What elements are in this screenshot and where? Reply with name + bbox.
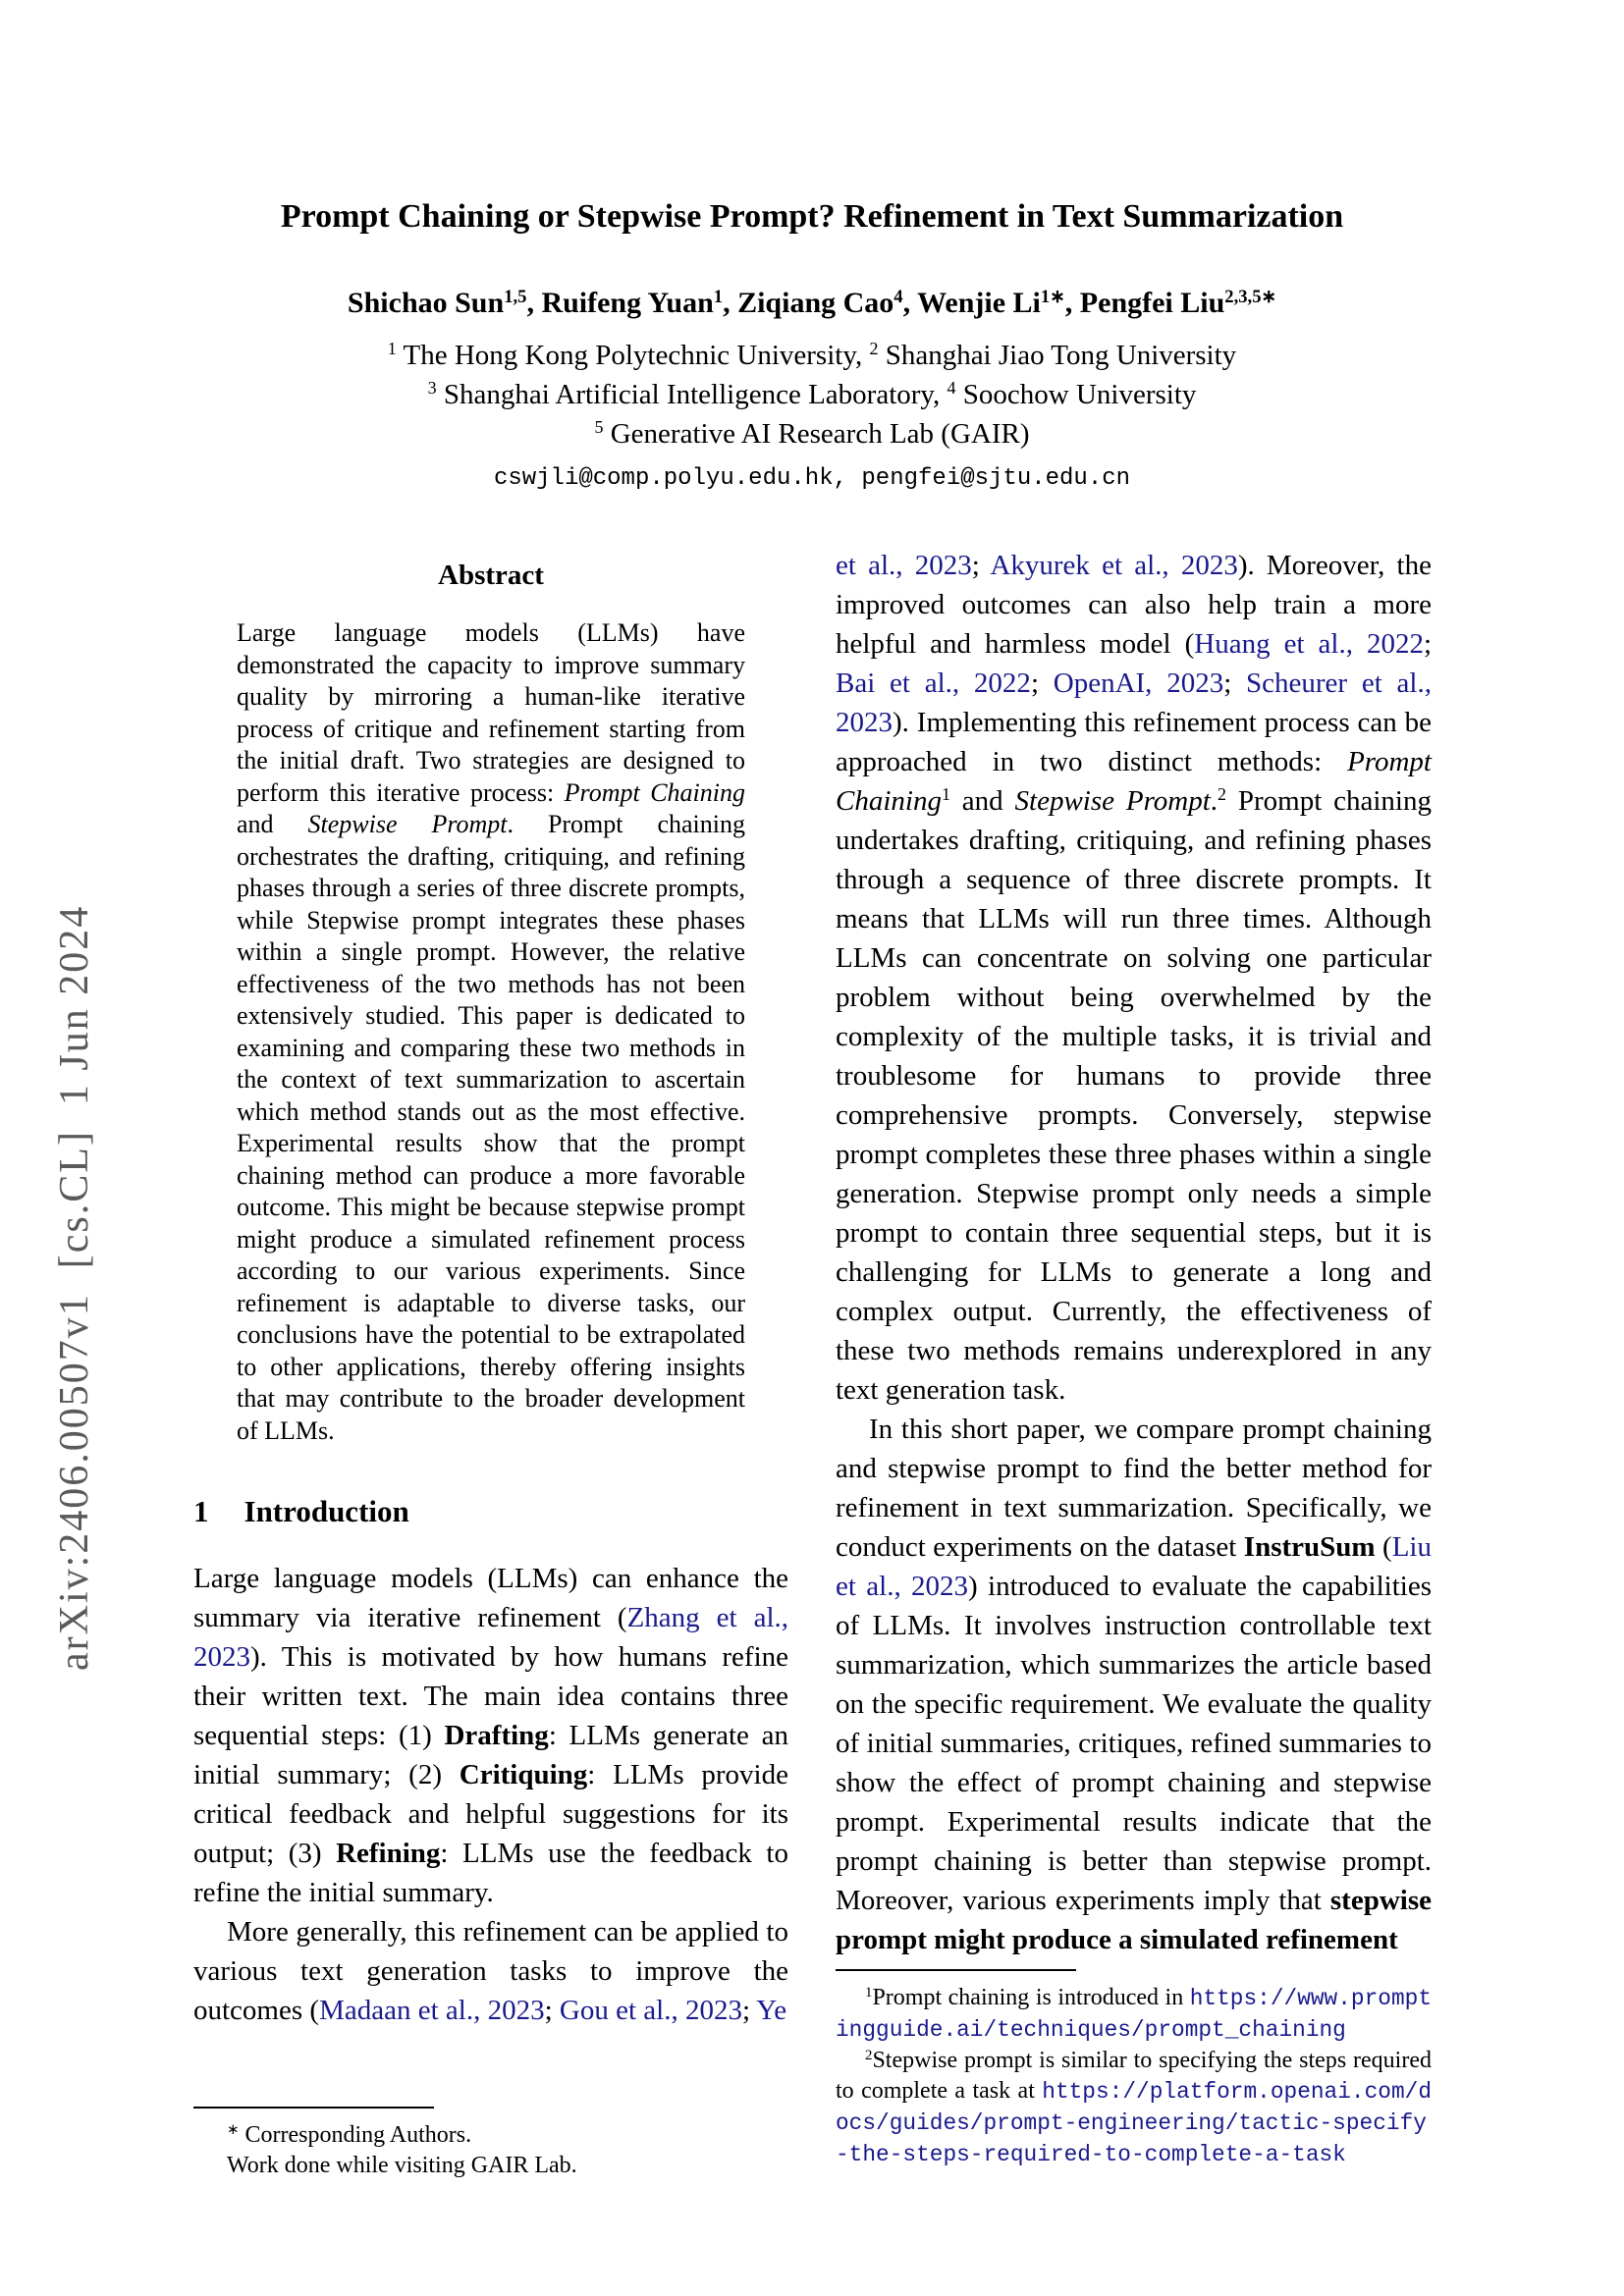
bold-text: Refining: [336, 1838, 441, 1869]
text-segment: ,: [526, 287, 542, 319]
superscript: 2: [1218, 784, 1227, 805]
text-segment: . Prompt chaining orchestrates the drafting, critiquing, and refining phases through a series of three discrete prompts, while Stepwise prompt integrates these phases within a single prompt. However, the relative effectiveness of the two methods has not been extensively studied. This paper is dedicated to examining and comparing these two methods in the context of text summarization to ascertain which method stands out as the most effective. Experimental results show that the prompt chaining method can produce a more favorable outcome. This might be because stepwise prompt might produce a simulated refinement process according to our various experiments. Since refinement is adaptable to diverse tasks, our conclusions have the potential to be extrapolated to other applications, thereby offering insights that may contribute to the broader development of LLMs.: [237, 810, 745, 1445]
superscript: 2,3,5∗: [1224, 286, 1277, 307]
footnote-2-stepwise-prompt: [836, 2046, 1432, 2170]
section-number: 1: [193, 1494, 209, 1528]
text-segment: The Hong Kong Polytechnic University,: [396, 340, 870, 371]
text-segment: Ruifeng Yuan: [541, 287, 714, 319]
text-segment: and: [949, 785, 1015, 817]
right-column: [836, 546, 1432, 1959]
text-segment: ;: [1423, 628, 1433, 660]
text-segment: ;: [1030, 667, 1054, 699]
affiliation-line-1: [193, 336, 1431, 375]
text-segment: Soochow University: [955, 379, 1197, 410]
footnote-gair-note: [193, 2151, 788, 2181]
citation-link[interactable]: Bai et al., 2022: [836, 667, 1031, 699]
affiliation-line-2: [193, 375, 1431, 414]
text-segment: : LLMs generate an initial summary; (2): [193, 1720, 788, 1790]
citation-link[interactable]: Akyurek et al., 2023: [990, 550, 1238, 581]
text-segment: ,: [723, 287, 738, 319]
text-segment: and: [237, 810, 308, 838]
footnote-rule: [836, 1969, 1076, 1971]
url-link[interactable]: https://www.promptingguide.ai/techniques/prompt_chaining: [836, 1986, 1432, 2043]
superscript: 1: [865, 1984, 873, 2001]
text-segment: ). Moreover, the improved outcomes can also help train a more helpful and harmless model (: [836, 550, 1432, 660]
text-segment: (: [1375, 1531, 1392, 1563]
text-segment: ). Implementing this refinement process can be approached in two distinct methods:: [836, 707, 1432, 777]
bold-text: Drafting: [444, 1720, 549, 1751]
superscript: 4: [893, 286, 903, 307]
text-segment: Stepwise prompt is similar to specifying the steps required to complete a task at: [836, 2048, 1432, 2104]
citation-link[interactable]: Madaan et al., 2023: [319, 1995, 545, 2026]
paper-title: Prompt Chaining or Stepwise Prompt? Refinement in Text Summarization: [280, 198, 1344, 235]
citation-link[interactable]: Gou et al., 2023: [559, 1995, 742, 2026]
text-segment: ,: [902, 287, 918, 319]
left-footnote-block: [193, 2107, 788, 2181]
right-paragraph-1: [836, 546, 1432, 1410]
affiliation-line-3: [193, 414, 1431, 454]
text-segment: More generally, this refinement can be applied to various text generation tasks to improve the outcomes (: [193, 1916, 788, 2026]
arxiv-watermark: arXiv:2406.00507v1 [cs.CL] 1 Jun 2024: [52, 904, 97, 1671]
superscript: 4: [947, 378, 956, 399]
text-segment: ;: [544, 1995, 560, 2026]
paper-header: [193, 198, 1431, 492]
abstract-section: [193, 560, 788, 1447]
right-footnote-block: [836, 1969, 1432, 2170]
text-segment: In this short paper, we compare prompt chaining and stepwise prompt to find the better method for refinement in text summarization. Specifically, we conduct experiments on the dataset: [836, 1414, 1432, 1563]
italic-text: Prompt Chaining: [836, 746, 1432, 817]
intro-paragraph-1: [193, 1559, 788, 1912]
section-title: Introduction: [244, 1494, 409, 1528]
text-segment: Shichao Sun: [347, 287, 505, 319]
superscript: 3: [427, 378, 437, 399]
text-segment: Shanghai Jiao Tong University: [878, 340, 1237, 371]
text-segment: ). This is motivated by how humans refine their written text. The main idea contains three sequential steps: (1): [193, 1641, 788, 1751]
superscript: 1: [941, 784, 950, 805]
abstract-heading: Abstract: [438, 560, 544, 591]
citation-link[interactable]: OpenAI, 2023: [1053, 667, 1224, 699]
superscript: 1: [387, 339, 397, 359]
url-link[interactable]: https://platform.openai.com/docs/guides/prompt-engineering/tactic-specify-the-steps-required-to-complete-a-task: [836, 2079, 1432, 2167]
superscript: 1: [713, 286, 724, 307]
text-segment: Pengfei Liu: [1079, 287, 1225, 319]
footnote-1-prompt-chaining: [836, 1983, 1432, 2046]
superscript: 5: [594, 417, 604, 438]
text-segment: ;: [971, 550, 991, 581]
italic-text: Prompt Chaining: [564, 777, 745, 807]
text-segment: Shanghai Artificial Intelligence Laboratory,: [436, 379, 947, 410]
citation-link[interactable]: Huang et al., 2022: [1194, 628, 1424, 660]
citation-link[interactable]: Scheurer et al., 2023: [836, 667, 1432, 738]
text-segment: Prompt chaining undertakes drafting, critiquing, and refining phases through a sequence of three discrete prompts. It means that LLMs will run three times. Although LLMs can concentrate on solving one particular problem without being overwhelmed by the complexity of the multiple tasks, it is trivial and troublesome for humans to provide three comprehensive prompts. Conversely, stepwise prompt completes these three phases within a single generation. Stepwise prompt only needs a simple prompt to contain three sequential steps, but it is challenging for LLMs to generate a long and complex output. Currently, the effectiveness of these two methods remains underexplored in any text generation task.: [836, 785, 1432, 1406]
right-paragraph-2: [836, 1410, 1432, 1959]
text-segment: Corresponding Authors.: [239, 2122, 472, 2148]
section-heading-introduction: [193, 1494, 788, 1529]
text-segment: : LLMs provide critical feedback and helpful suggestions for its output; (3): [193, 1759, 788, 1869]
text-segment: Large language models (LLMs) have demonstrated the capacity to improve summary quality by mirroring a human-like iterative process of critique and refinement starting from the initial draft. Two strategies are designed to perform this iterative process:: [237, 618, 745, 807]
superscript: 1∗: [1040, 286, 1065, 307]
text-segment: ;: [741, 1995, 757, 2026]
citation-link[interactable]: Liu et al., 2023: [836, 1531, 1432, 1602]
superscript: 1,5: [504, 286, 527, 307]
bold-text: InstruSum: [1243, 1531, 1376, 1563]
footnote-rule: [193, 2107, 434, 2109]
email-line: [193, 465, 1431, 492]
text-segment: Wenjie Li: [917, 287, 1041, 319]
italic-text: Stepwise Prompt: [307, 810, 508, 838]
text-segment: ) introduced to evaluate the capabilities of LLMs. It involves instruction controllable text summarization, which summarizes the article based on the specific requirement. We evaluate the quality of initial summaries, critiques, refined summaries to show the effect of prompt chaining and stepwise prompt. Experimental results indicate that the prompt chaining is better than stepwise prompt. Moreover, various experiments imply that: [836, 1571, 1432, 1916]
text-segment: Prompt chaining is introduced in: [872, 1985, 1190, 2010]
citation-link[interactable]: Zhang et al., 2023: [193, 1602, 788, 1673]
citation-link[interactable]: Ye: [756, 1995, 787, 2026]
italic-text: Stepwise Prompt: [1014, 785, 1211, 817]
intro-paragraph-2: [193, 1912, 788, 2030]
text-segment: ;: [1223, 667, 1247, 699]
footnote-corresponding-authors: [193, 2120, 788, 2151]
bold-text: Critiquing: [459, 1759, 588, 1790]
text-segment: : LLMs use the feedback to refine the initial summary.: [193, 1838, 788, 1908]
superscript: 2: [865, 2047, 873, 2063]
bold-text: stepwise prompt might produce a simulated refinement: [836, 1885, 1432, 1955]
mono-text: cswjli@comp.polyu.edu.hk, pengfei@sjtu.edu.cn: [493, 465, 1131, 492]
text-segment: Generative AI Research Lab (GAIR): [603, 418, 1030, 450]
text-segment: Work done while visiting GAIR Lab.: [227, 2153, 577, 2178]
superscript: 2: [869, 339, 879, 359]
author-line: [193, 287, 1431, 320]
text-segment: .: [1210, 785, 1218, 817]
abstract-body: [237, 617, 745, 1447]
text-segment: Ziqiang Cao: [737, 287, 894, 319]
text-segment: Large language models (LLMs) can enhance the summary via iterative refinement (: [193, 1563, 788, 1633]
superscript: ∗: [227, 2121, 240, 2138]
left-column: [193, 546, 788, 2030]
citation-link[interactable]: et al., 2023: [836, 550, 972, 581]
text-segment: ,: [1064, 287, 1080, 319]
